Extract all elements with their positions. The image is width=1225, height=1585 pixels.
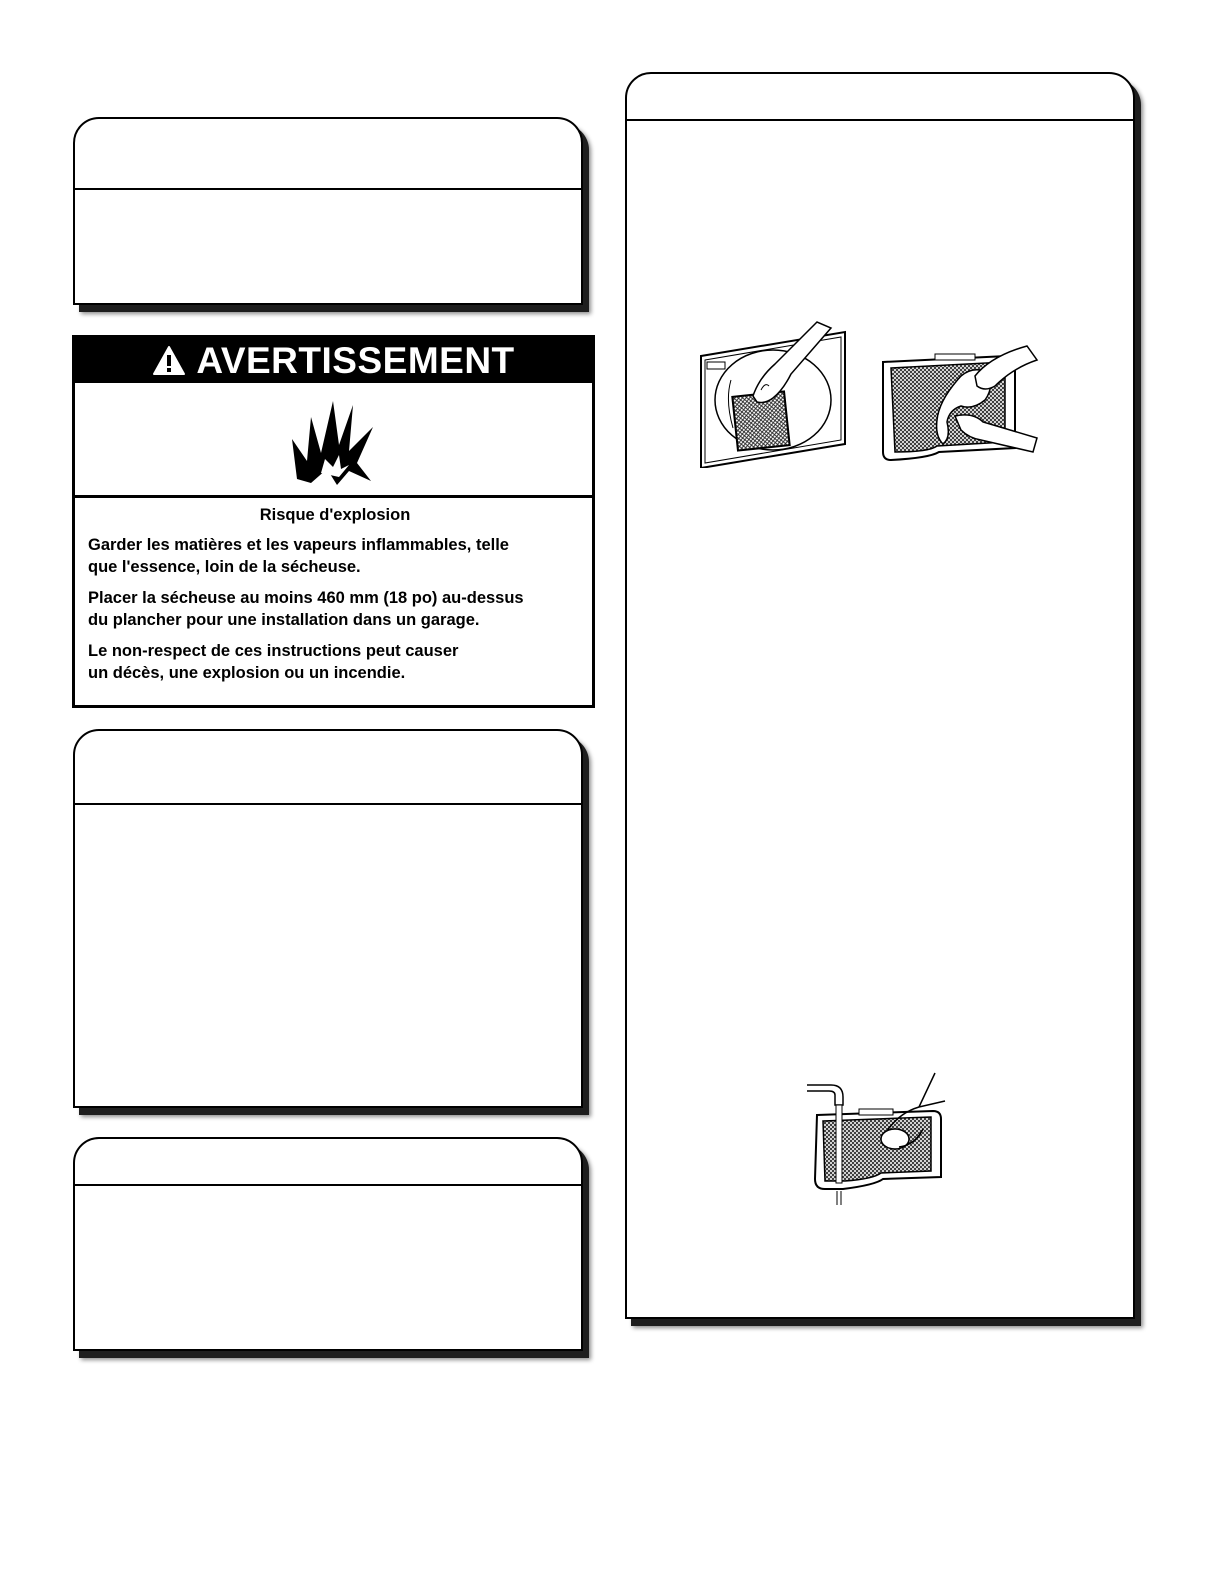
explosion-icon [287, 395, 377, 487]
section-divider [75, 188, 581, 190]
warning-heading: Risque d'explosion [259, 506, 411, 524]
warning-line: que l'essence, loin de la sécheuse. [88, 558, 361, 576]
warning-title: AVERTISSEMENT [196, 339, 515, 381]
warning-line: un décès, une explosion ou un incendie. [88, 664, 406, 682]
warning-label [72, 335, 595, 708]
warning-symbol-area [75, 383, 592, 498]
warning-paragraph [88, 640, 582, 684]
blank-section-box-3 [73, 1137, 583, 1351]
warning-line: Garder les matières et les vapeurs inflammables, telle [88, 536, 509, 554]
warning-triangle-icon [152, 345, 186, 377]
warning-paragraph [88, 534, 582, 578]
lint-screen-removal-illustration [695, 318, 855, 468]
lint-screen-wiping-illustration [877, 326, 1047, 466]
lint-screen-cleaning-box [625, 72, 1135, 1319]
warning-line: Le non-respect de ces instructions peut causer [88, 642, 459, 660]
warning-line: du plancher pour une installation dans un garage. [88, 611, 480, 629]
section-divider [627, 119, 1133, 121]
lint-screen-rinsing-illustration [803, 1069, 963, 1219]
blank-section-box-2 [73, 729, 583, 1108]
warning-header [75, 338, 592, 383]
warning-line: Placer la sécheuse au moins 460 mm (18 po) au-dessus [88, 589, 524, 607]
section-divider [75, 803, 581, 805]
warning-text [88, 506, 582, 693]
section-divider [75, 1184, 581, 1186]
warning-paragraph [88, 587, 582, 631]
blank-section-box-1 [73, 117, 583, 305]
